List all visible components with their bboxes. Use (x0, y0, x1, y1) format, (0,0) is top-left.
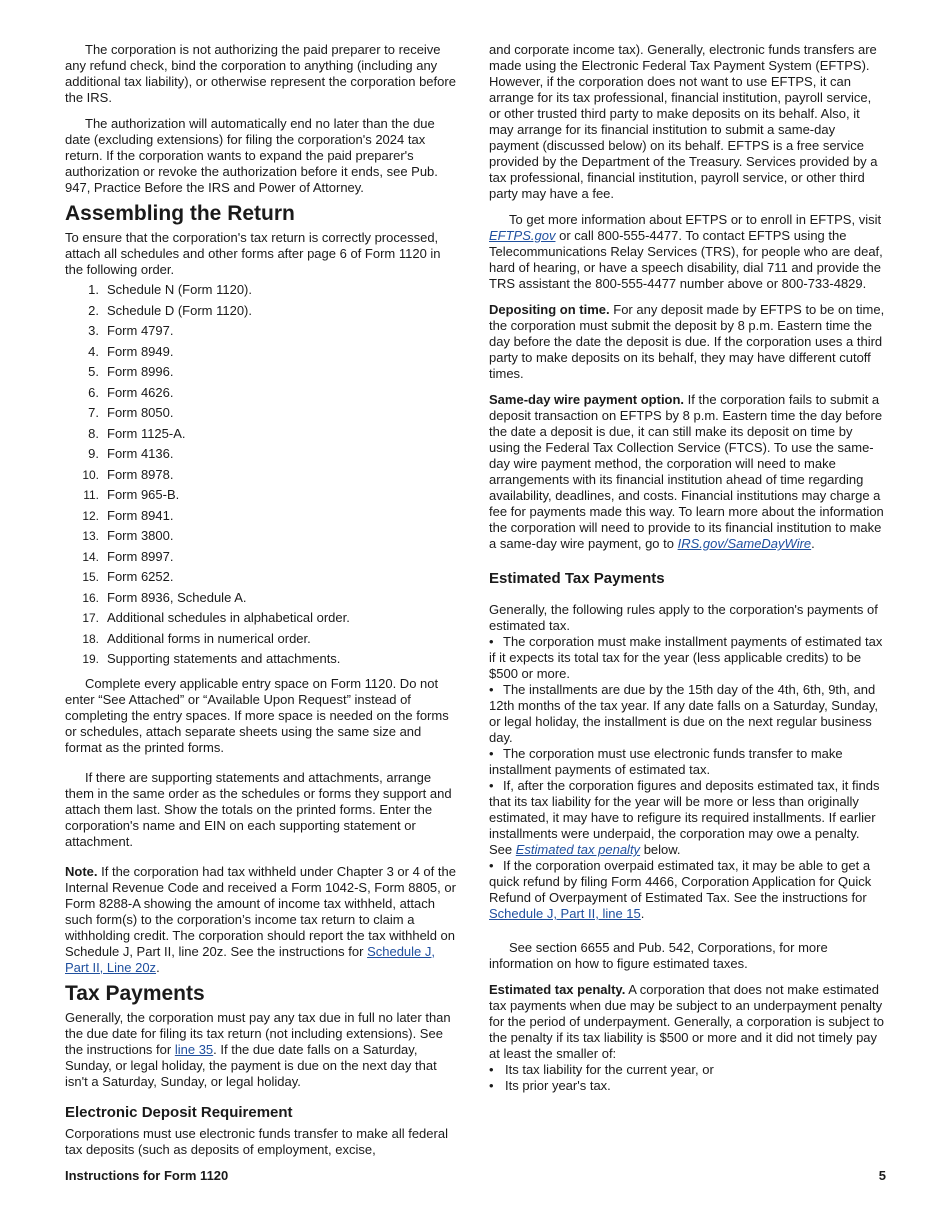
penalty-label: Estimated tax penalty. (489, 982, 626, 997)
list-item (65, 323, 461, 344)
heading-assembling-the-return: Assembling the Return (65, 202, 295, 225)
paragraph-authorization-end: The authorization will automatically end no later than the due date (excluding extensions) for filing the corporation's 2024 tax return. If the corporation wants to expand the paid preparer's authorization or revoke the authorization before it ends, see Pub. 947, Practice Before the IRS and Power of Attorney. (65, 116, 438, 195)
list-item-text: Additional schedules in alphabetical order. (107, 610, 350, 625)
bullet-icon: • (489, 746, 494, 761)
list-item (65, 569, 461, 590)
list-item (65, 426, 461, 447)
list-item-text: Form 8936, Schedule A. (107, 589, 247, 605)
paragraph-eftps-intro: and corporate income tax). Generally, electronic funds transfers are made using the Electronic Federal Tax Payment System (EFTPS). However, if the corporation does not want to use EFTPS, it can arrange for its tax professional, financial institution, payroll service, or other trusted third party to make deposits on its behalf. Also, it may arrange for its financial institution to submit a same-day payment (discussed below) on its behalf. EFTPS is a free service provided by the Department of the Treasury. Services provided by a tax professional, financial institution, payroll service, or other third party may have a fee. (489, 42, 878, 201)
list-item-text: Form 1125-A. (107, 425, 186, 441)
eftps-gov-link[interactable]: EFTPS.gov (489, 228, 556, 243)
list-item-text: Schedule D (Form 1120). (107, 302, 252, 318)
list-item-number: 8. (88, 425, 99, 441)
paragraph-assembling-intro: To ensure that the corporation's tax return is correctly processed, attach all schedules and other forms after page 6 of Form 1120 in the following order. (65, 230, 441, 277)
list-item (65, 385, 461, 406)
list-item-text: Form 965-B. (107, 487, 180, 502)
list-item-number: 12. (82, 508, 99, 523)
list-item-text: Schedule N (Form 1120). (107, 282, 252, 297)
wire-label: Same-day wire payment option. (489, 392, 685, 407)
list-item (65, 528, 461, 549)
estimated-tax-penalty-link[interactable]: Estimated tax penalty (515, 842, 641, 857)
note-text: If the corporation had tax withheld under Chapter 3 or 4 of the Internal Revenue Code and received a Form 1042-S, Form 8805, or Form 8288-A showing the amount of income tax withheld, attach such form(s) to the corporation’s income tax return to claim a withholding credit. The corporation should report the tax withheld on Schedule J, Part II, line 20z. See the instructions for (65, 863, 456, 959)
note-label: Note. (65, 863, 98, 879)
list-item-number: 19. (82, 652, 99, 666)
paragraph-estimated-tax-penalty (489, 982, 886, 1062)
bullet-icon: • (489, 682, 494, 697)
list-item (65, 364, 461, 385)
page-number: 5 (878, 1168, 886, 1183)
penalty-list (489, 1062, 886, 1094)
bullet-quick-refund (489, 858, 886, 922)
list-item (65, 446, 461, 467)
list-item-text: Form 6252. (107, 569, 174, 584)
list-item (65, 610, 461, 631)
list-item (65, 549, 461, 570)
paragraph-electronic-deposit: Corporations must use electronic funds transfer to make all federal tax deposits (such as deposits of employment, excise, (65, 1125, 448, 1157)
paragraph-estimated-intro: Generally, the following rules apply to the corporation's payments of estimated tax. (489, 602, 878, 633)
bullet-installment-required (489, 634, 886, 682)
list-item-number: 1. (88, 282, 99, 297)
paragraph-supporting-statements: If there are supporting statements and attachments, arrange them in the same order as the schedules or forms they support and attach them last. Show the totals on the printed forms. Enter the corporation's name and EIN on each supporting statement or attachment. (65, 769, 452, 849)
list-item-number: 6. (88, 384, 99, 400)
list-item-number: 16. (82, 590, 99, 605)
bullet-icon: • (489, 634, 494, 649)
list-item (65, 282, 461, 303)
eftps-enroll-text-b: or call 800-555-4477. To contact EFTPS using the Telecommunications Relay Services (TRS), for people who are deaf, hard of hearing, or have a speech disability, dial 711 and provide the TRS assistant the 800-555-4477 number above or 800-733-4829. (489, 228, 883, 291)
list-item-number: 5. (88, 364, 99, 379)
paragraph-same-day-wire (489, 392, 886, 552)
tax-payments-text-b: . If the due date falls on a Saturday, Sunday, or legal holiday, the payment is due on the next day that isn't a Saturday, Sunday, or legal holiday. (65, 1041, 437, 1089)
list-item-text: Form 8997. (107, 548, 174, 564)
list-item-number: 15. (82, 570, 99, 584)
list-item-text: Additional forms in numerical order. (107, 630, 311, 646)
paragraph-preparer-limits: The corporation is not authorizing the paid preparer to receive any refund check, bind the corporation to anything (including any additional tax liability), or otherwise represent the corporation before the IRS. (65, 42, 456, 105)
bullet-text: The corporation must make installment payments of estimated tax if it expects its total tax for the year (less applicable credits) to be $500 or more. (489, 634, 883, 681)
bullet-icon: • (489, 778, 494, 793)
list-item-number: 2. (88, 302, 99, 318)
list-item-text: Form 8949. (107, 343, 174, 359)
footer-title: Instructions for Form 1120 (65, 1168, 229, 1183)
list-item (65, 487, 461, 508)
depositing-text: For any deposit made by EFTPS to be on time, the corporation must submit the deposit by 8 p.m. Eastern time the day before the date the deposit is due. If the corporation uses a third party to make deposits on its behalf, they may have different cutoff times. (489, 302, 885, 381)
penalty-text: A corporation that does not make estimated tax payments when due may be subject to an underpayment penalty for the period of underpayment. Generally, a corporation is subject to the penalty if its tax liability is $500 or more and it did not timely pay at least the smaller of: (489, 982, 885, 1061)
heading-electronic-deposit: Electronic Deposit Requirement (65, 1103, 293, 1121)
wire-text: If the corporation fails to submit a deposit transaction on EFTPS by 8 p.m. Eastern time the day before the date a deposit is due, it can still make its deposit on time by using the Federal Tax Collection Service (FTCS). To use the same-day wire payment method, the corporation will need to make arrangements with its financial institution ahead of time regarding availability, deadlines, and costs. Financial institutions may charge a fee for payments made this way. To learn more about the information the corporation will need to provide to its financial institution to make a same-day wire payment, go to (489, 392, 884, 551)
list-item-number: 13. (82, 529, 99, 543)
list-item (65, 631, 461, 652)
list-item-text: Its prior year's tax. (505, 1078, 611, 1093)
note-end: . (156, 959, 160, 975)
eftps-enroll-text-a: To get more information about EFTPS or to enroll in EFTPS, visit (509, 212, 882, 227)
bullet-icon: • (489, 858, 494, 873)
list-item-text: Form 3800. (107, 528, 174, 543)
depositing-label: Depositing on time. (489, 302, 610, 317)
paragraph-depositing-on-time (489, 302, 886, 382)
list-item-text: Form 8996. (107, 364, 174, 379)
list-item (65, 651, 461, 672)
list-item-text: Form 8050. (107, 405, 174, 420)
bullet-icon: • (489, 1062, 494, 1077)
bullet-icon: • (489, 1078, 494, 1093)
bullet-text: The corporation must use electronic funds transfer to make installment payments of estimated tax. (489, 746, 843, 777)
paragraph-eftps-enroll (489, 212, 886, 292)
paragraph-tax-payments (65, 1010, 461, 1090)
schedule-j-line-20z-link[interactable]: Schedule J, Part II, Line 20z (65, 943, 435, 975)
list-item-text: Form 8941. (107, 507, 174, 523)
tax-payments-text-a: Generally, the corporation must pay any tax due in full no later than the due date for filing its tax return (not including extensions). See the instructions for (65, 1009, 451, 1057)
left-column (65, 42, 461, 1158)
bullet-text: If, after the corporation figures and deposits estimated tax, it finds that its tax liability for the year will be more or less than originally estimated, it may have to refigure its required installments. If earlier installments were underpaid, the corporation may owe a penalty. See (489, 778, 880, 857)
same-day-wire-link[interactable]: IRS.gov/SameDayWire (677, 536, 812, 551)
schedule-j-line-15-link[interactable]: Schedule J, Part II, line 15 (489, 906, 641, 921)
heading-estimated-tax-payments: Estimated Tax Payments (489, 570, 665, 587)
paragraph-see-section-6655: See section 6655 and Pub. 542, Corporations, for more information on how to figure estimated taxes. (489, 940, 828, 971)
list-item (65, 405, 461, 426)
bullet-text-end: below. (643, 842, 681, 857)
list-item-text: Supporting statements and attachments. (107, 651, 341, 666)
assembly-order-list (65, 282, 461, 672)
list-item (65, 508, 461, 529)
list-item-number: 7. (88, 405, 99, 420)
list-item-text: Its tax liability for the current year, or (505, 1062, 714, 1077)
list-item (65, 303, 461, 324)
bullet-text: If the corporation overpaid estimated tax, it may be able to get a quick refund by filing Form 4466, Corporation Application for Quick Refund of Overpayment of Estimated Tax. See the instructions for (489, 858, 872, 905)
list-item-number: 9. (88, 446, 99, 461)
list-item-number: 17. (82, 611, 99, 625)
list-item (489, 1078, 886, 1094)
list-item (65, 344, 461, 365)
heading-tax-payments: Tax Payments (65, 981, 205, 1005)
bullet-text: The installments are due by the 15th day of the 4th, 6th, 9th, and 12th months of the tax year. If any date falls on a Saturday, Sunday, or legal holiday, the installment is due on the next regular business day. (489, 682, 879, 745)
list-item-number: 11. (83, 488, 99, 502)
wire-end: . (811, 536, 815, 551)
bullet-refigure (489, 778, 886, 858)
list-item-text: Form 8978. (107, 466, 174, 482)
list-item-number: 10. (82, 467, 99, 482)
list-item (65, 590, 461, 611)
list-item (489, 1062, 886, 1078)
bullet-eft-required (489, 746, 886, 778)
list-item-number: 3. (88, 323, 99, 338)
list-item-text: Form 4136. (107, 446, 174, 461)
bullet-installment-due (489, 682, 886, 746)
right-column (489, 42, 886, 1094)
note-withholding (65, 864, 461, 976)
list-item-text: Form 4626. (107, 384, 174, 400)
line-35-link[interactable]: line 35 (174, 1041, 214, 1057)
list-item-number: 4. (88, 343, 99, 359)
paragraph-complete-entry: Complete every applicable entry space on Form 1120. Do not enter “See Attached” or “Available Upon Request” instead of completing the entry spaces. If more space is needed on the forms or schedules, attach separate sheets using the same size and format as the printed forms. (65, 675, 449, 755)
list-item (65, 467, 461, 488)
list-item-number: 14. (82, 549, 99, 564)
bullet-text-end: . (640, 906, 645, 921)
list-item-text: Form 4797. (107, 323, 174, 338)
list-item-number: 18. (82, 631, 99, 646)
